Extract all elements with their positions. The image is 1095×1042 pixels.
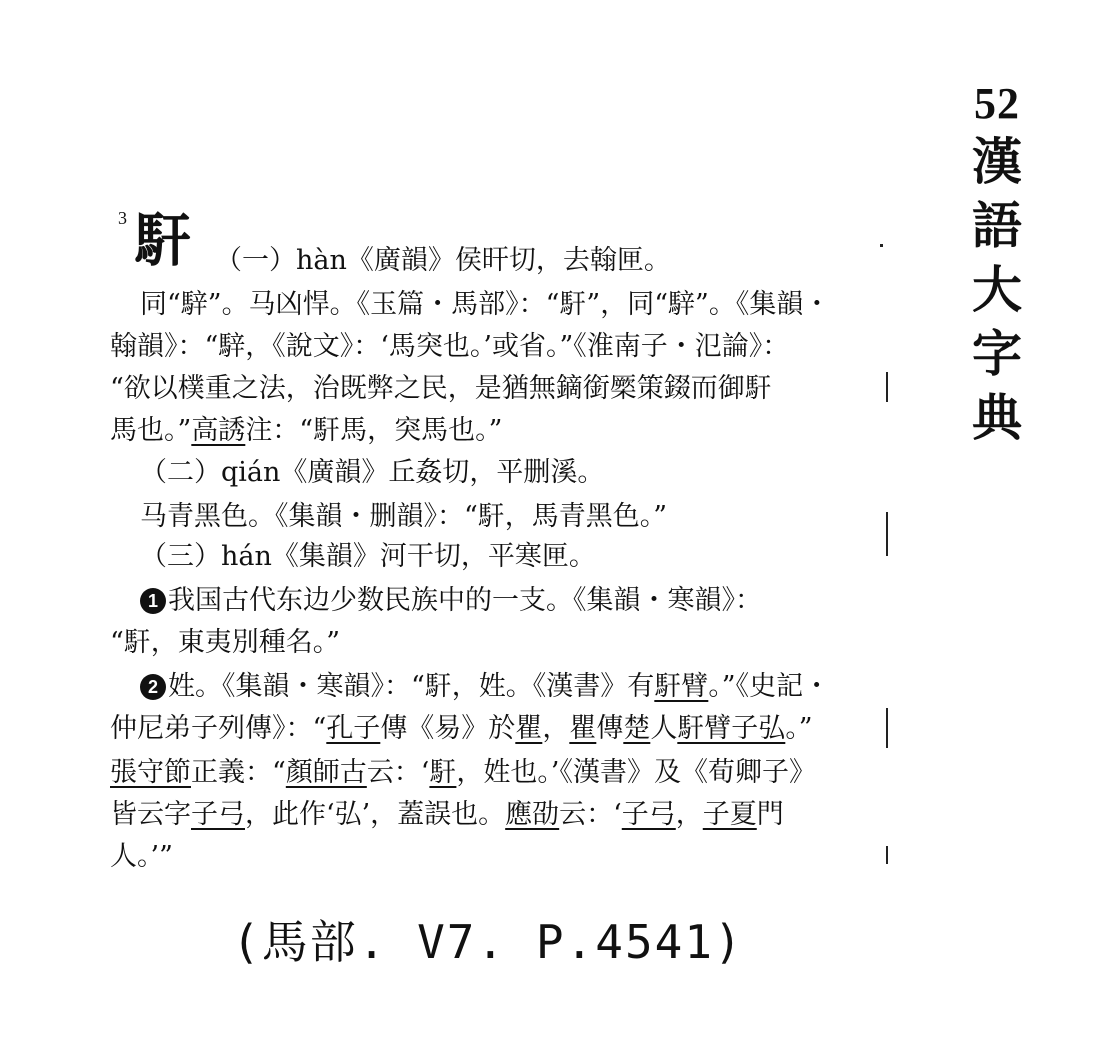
title-char-5: 典 (972, 388, 1022, 447)
entry-line-3: 翰韻》：“騂，《說文》：‘馬突也。’或省。”《淮南子・氾論》： (110, 331, 790, 362)
scan-edge-mark (886, 512, 888, 556)
text-segment: 仲尼弟子列傳》：“ (110, 713, 327, 744)
text-segment: 云：‘ (559, 799, 622, 830)
title-char-3: 大 (972, 260, 1022, 319)
text-segment: 馬也。” (110, 415, 192, 446)
underlined-name: 高誘 (191, 415, 246, 446)
scan-edge-mark (886, 846, 888, 864)
text-segment: ， (675, 799, 703, 830)
sense-number-badge: 1 (140, 588, 166, 614)
text-segment: 傳 (596, 713, 624, 744)
entry-line-4: “欲以樸重之法，治既弊之民，是猶無鏑銜橜策錣而御馯 (110, 373, 772, 404)
text-segment: 我国古代东边少数民族中的一支。《集韻・寒韻》： (168, 585, 762, 616)
text-segment: 。”《史記・ (708, 671, 831, 702)
underlined-name: 瞿 (569, 713, 597, 744)
entry-line-5 (110, 414, 502, 448)
underlined-name: 子夏 (702, 799, 757, 830)
title-char-1: 漢 (972, 132, 1022, 191)
entry-line-10: “馯，東夷別種名。” (110, 627, 341, 658)
entry-line-12 (110, 712, 813, 746)
title-char-2: 語 (972, 196, 1022, 255)
sense-number-badge: 2 (140, 674, 166, 700)
headword-superscript: 3 (118, 208, 127, 228)
text-segment: 人 (650, 713, 678, 744)
scan-edge-mark (886, 708, 888, 748)
text-segment: 云：‘ (366, 757, 430, 788)
entry-line-2: 同“騂”。马凶悍。《玉篇・馬部》：“馯”，同“騂”。《集韻・ (140, 289, 831, 320)
entry-line-7: 马青黑色。《集韻・删韻》：“馯，馬青黑色。” (140, 501, 668, 532)
entry-line-11 (140, 670, 830, 704)
page-number: 52 (974, 79, 1020, 128)
underlined-name: 孔子 (326, 713, 381, 744)
entry-line-6: （二）qián《廣韻》丘姦切，平删溪。 (140, 457, 605, 488)
text-segment: 皆云字 (110, 799, 191, 830)
underlined-name: 顏師古 (285, 757, 367, 788)
scan-speck (880, 244, 883, 247)
underlined-name: 馯臂 (654, 671, 709, 702)
headword-character: 馯 (134, 206, 193, 274)
underlined-name: 馯 (429, 757, 457, 788)
entry-line-14 (110, 798, 784, 832)
underlined-name: 張守節 (110, 757, 191, 788)
underlined-name: 應劭 (505, 799, 560, 830)
underlined-name: 子弓 (621, 799, 676, 830)
entry-line-15: 人。’” (110, 841, 173, 872)
entry-line-9 (140, 584, 762, 618)
text-segment: 正義：“ (191, 757, 286, 788)
entry-line-8: （三）hán《集韻》河干切，平寒匣。 (140, 541, 596, 572)
title-char-4: 字 (972, 324, 1022, 383)
underlined-name: 子弓 (191, 799, 245, 830)
text-segment: 傳《易》於 (380, 713, 516, 744)
text-segment: ，姓也。’《漢書》及《荀卿子》 (456, 757, 816, 788)
entry-line-1: （一）hàn《廣韻》侯旰切，去翰匣。 (215, 245, 671, 276)
text-segment: ，此作‘弘’，蓋誤也。 (245, 799, 506, 830)
text-segment: 姓。《集韻・寒韻》：“馯，姓。《漢書》有 (168, 671, 655, 702)
underlined-name: 瞿 (515, 713, 543, 744)
underlined-name: 馯臂子弘 (677, 713, 786, 744)
handwritten-reference-note: (馬部. V7. P.4541) (232, 915, 744, 969)
entry-line-13 (110, 756, 816, 790)
scan-edge-mark (886, 372, 888, 402)
text-segment: 注：“馯馬，突馬也。” (245, 415, 503, 446)
text-segment: 。” (785, 713, 813, 744)
text-segment: 門 (756, 799, 784, 830)
book-title-vertical (962, 78, 1032, 450)
text-segment: ， (542, 713, 570, 744)
underlined-name: 楚 (623, 713, 651, 744)
